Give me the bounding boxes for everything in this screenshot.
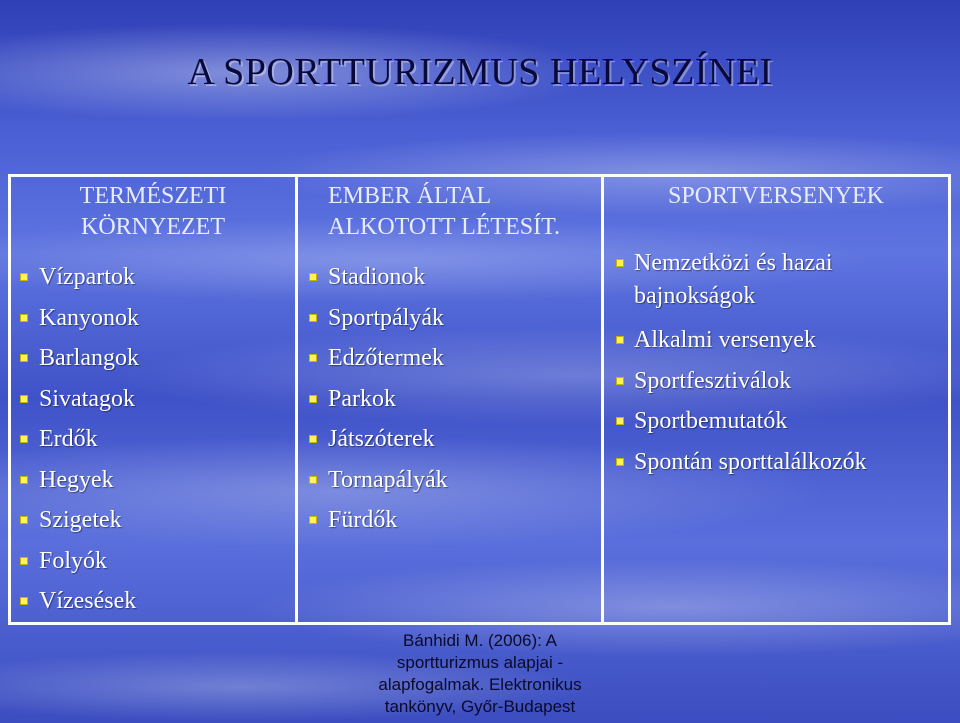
list-item: Erdők	[11, 419, 295, 460]
list-item: Vízesések	[11, 581, 295, 622]
square-bullet-icon	[20, 435, 28, 443]
square-bullet-icon	[309, 395, 317, 403]
square-bullet-icon	[20, 557, 28, 565]
list-item: Edzőtermek	[298, 338, 601, 379]
list-item: Fürdők	[298, 500, 601, 541]
square-bullet-icon	[616, 259, 624, 267]
locations-table	[8, 174, 951, 625]
list-item: Sivatagok	[11, 379, 295, 420]
square-bullet-icon	[309, 314, 317, 322]
list-item: Játszóterek	[298, 419, 601, 460]
square-bullet-icon	[616, 458, 624, 466]
column-man-made-facilities	[297, 176, 603, 624]
list-item: Alkalmi versenyek	[614, 320, 948, 361]
list-item: Parkok	[298, 379, 601, 420]
column-natural-environment	[10, 176, 297, 624]
column-header: EMBER ÁLTAL ALKOTOTT LÉTESÍT.	[328, 183, 560, 240]
square-bullet-icon	[309, 273, 317, 281]
list-item: Tornapályák	[298, 460, 601, 501]
list-item: Sportpályák	[298, 298, 601, 339]
column-sport-events	[603, 176, 950, 624]
list-item: Kanyonok	[11, 298, 295, 339]
list-item: Sportbemutatók	[614, 401, 948, 442]
list-item: Barlangok	[11, 338, 295, 379]
square-bullet-icon	[20, 395, 28, 403]
square-bullet-icon	[20, 314, 28, 322]
list-item: Stadionok	[298, 257, 601, 298]
list-item: Spontán sporttalálkozók	[614, 442, 948, 483]
square-bullet-icon	[616, 336, 624, 344]
facilities-items-list	[298, 257, 601, 541]
column-header: TERMÉSZETI KÖRNYEZET	[79, 183, 227, 240]
slide-title: A SPORTTURIZMUS HELYSZÍNEI	[187, 51, 773, 93]
column-header: SPORTVERSENYEK	[668, 183, 884, 209]
list-item: Sportfesztiválok	[614, 361, 948, 402]
natural-items-list	[11, 257, 295, 622]
list-item: Hegyek	[11, 460, 295, 501]
square-bullet-icon	[20, 476, 28, 484]
events-items-list	[604, 247, 948, 482]
citation: Bánhidi M. (2006): A sportturizmus alapjai - alapfogalmak. Elektronikus tankönyv, Győr-Budapest	[378, 631, 582, 716]
square-bullet-icon	[20, 273, 28, 281]
square-bullet-icon	[616, 417, 624, 425]
square-bullet-icon	[309, 354, 317, 362]
square-bullet-icon	[20, 516, 28, 524]
list-item: Szigetek	[11, 500, 295, 541]
list-item: Nemzetközi és hazai bajnokságok	[614, 247, 948, 320]
square-bullet-icon	[20, 354, 28, 362]
list-item: Folyók	[11, 541, 295, 582]
square-bullet-icon	[309, 516, 317, 524]
square-bullet-icon	[309, 476, 317, 484]
square-bullet-icon	[309, 435, 317, 443]
square-bullet-icon	[20, 597, 28, 605]
list-item: Vízpartok	[11, 257, 295, 298]
square-bullet-icon	[616, 377, 624, 385]
